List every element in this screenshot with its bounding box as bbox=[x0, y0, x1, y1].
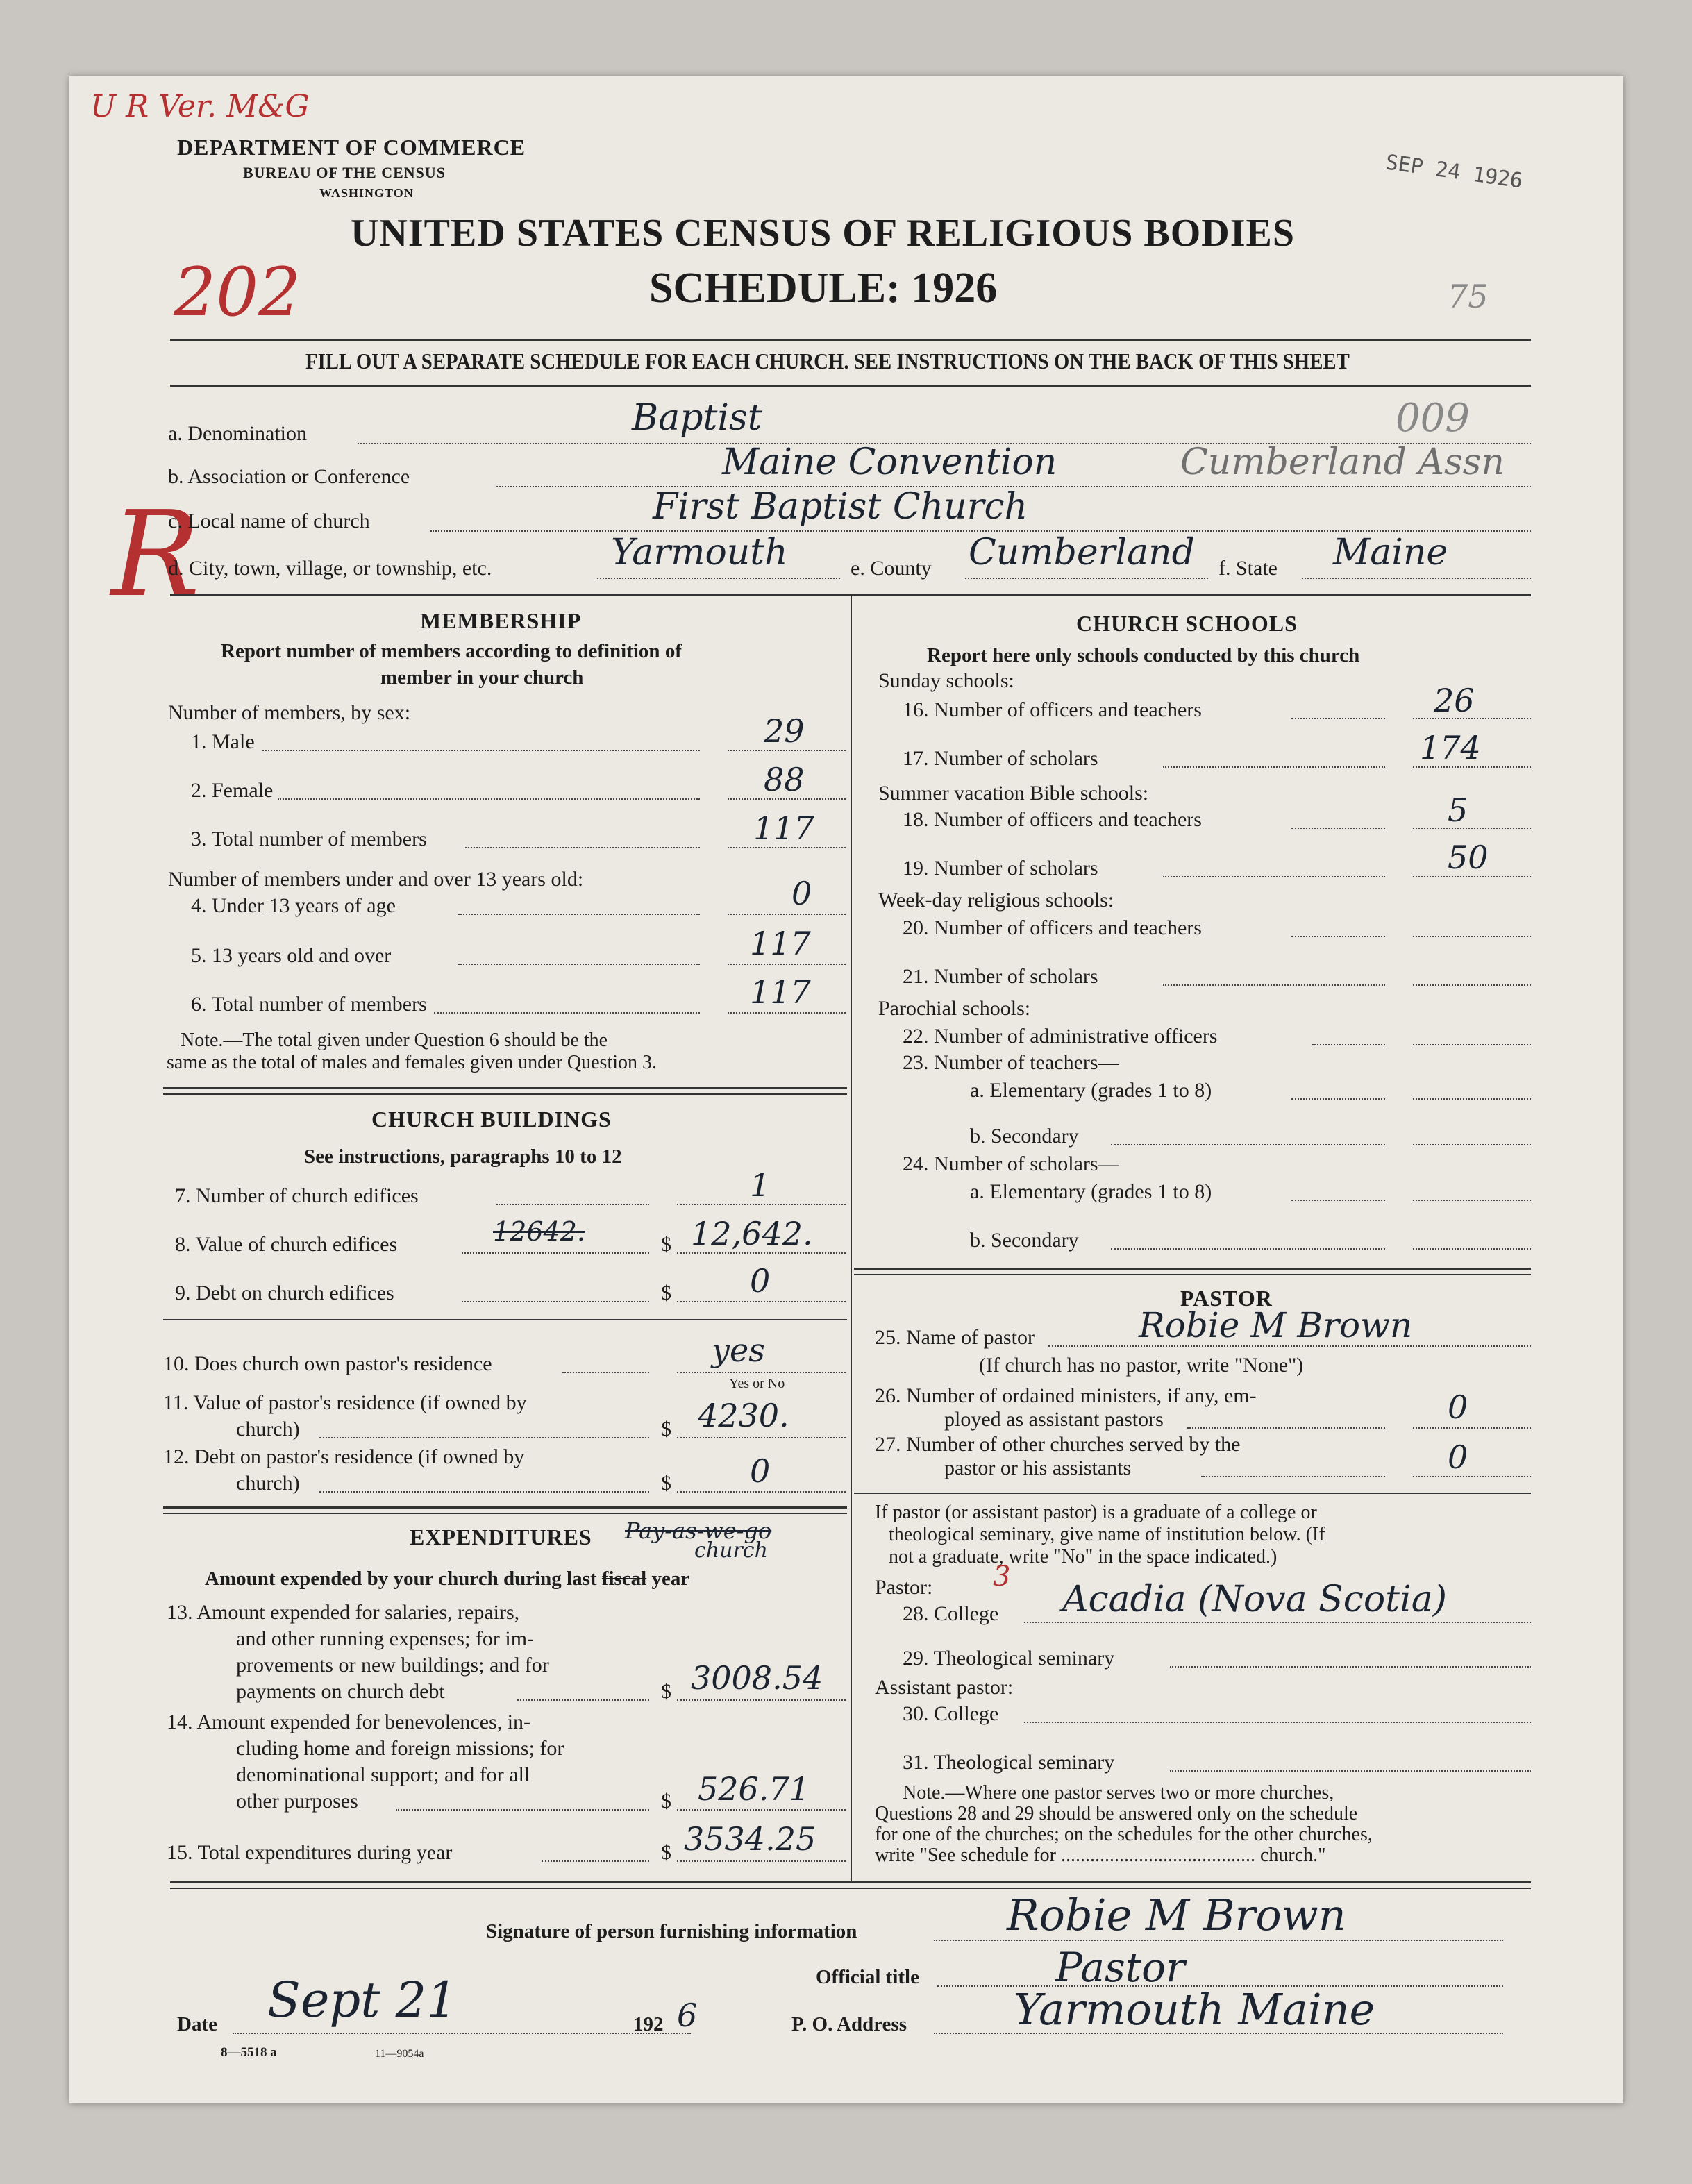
q14-line-1: 14. Amount expended for benevolences, in- bbox=[167, 1711, 531, 1733]
bureau-line: BUREAU OF THE CENSUS bbox=[243, 164, 446, 181]
edifice-debt-value: 0 bbox=[750, 1262, 771, 1300]
sunday-label: Sunday schools: bbox=[878, 669, 1014, 692]
pastor-note-3: for one of the churches; on the schedules for the other churches, bbox=[875, 1824, 1373, 1845]
total-members-6-label: 6. Total number of members bbox=[191, 993, 427, 1016]
denomination-value: Baptist bbox=[632, 397, 762, 439]
dollar-sign-15: $ bbox=[661, 1841, 671, 1864]
dollar-sign-12: $ bbox=[661, 1472, 671, 1495]
expenditures-heading: EXPENDITURES bbox=[410, 1524, 592, 1549]
association-extra: Cumberland Assn bbox=[1180, 442, 1505, 483]
print-number: 11—9054a bbox=[375, 2048, 424, 2060]
signature-value: Robie M Brown bbox=[1007, 1890, 1346, 1940]
q13-line-3: provements or new buildings; and for bbox=[236, 1654, 549, 1677]
graduate-note-2: theological seminary, give name of institution below. (If bbox=[889, 1524, 1325, 1545]
schedule-title: SCHEDULE: 1926 bbox=[649, 264, 998, 312]
county-label: e. County bbox=[851, 557, 932, 580]
q24-label: 24. Number of scholars— bbox=[903, 1152, 1119, 1175]
over-13-label: 5. 13 years old and over bbox=[191, 944, 392, 967]
year-prefix: 192 bbox=[633, 2013, 664, 2035]
expenditures-sub bbox=[205, 1568, 689, 1590]
date-label: Date bbox=[177, 2013, 217, 2035]
q13-line-2: and other running expenses; for im- bbox=[236, 1627, 535, 1650]
q22-label: 22. Number of administrative officers bbox=[903, 1025, 1218, 1048]
county-value: Cumberland bbox=[969, 532, 1195, 573]
q14-line-3: denominational support; and for all bbox=[236, 1763, 530, 1786]
edifice-value-struck: 12642. bbox=[493, 1216, 585, 1247]
q16-label: 16. Number of officers and teachers bbox=[903, 698, 1202, 721]
q27-value: 0 bbox=[1448, 1438, 1468, 1476]
dollar-sign-13: $ bbox=[661, 1680, 671, 1703]
q23b-label: b. Secondary bbox=[970, 1125, 1079, 1148]
year-digit: 6 bbox=[677, 1997, 698, 2034]
q14-value: 526.71 bbox=[698, 1770, 810, 1808]
form-number: 8—5518 a bbox=[221, 2045, 277, 2060]
edifices-label: 7. Number of church edifices bbox=[175, 1184, 419, 1207]
residence-owned-label: 10. Does church own pastor's residence bbox=[163, 1352, 492, 1375]
membership-note-1: Note.—The total given under Question 6 should be the bbox=[181, 1030, 608, 1051]
official-title-value: Pastor bbox=[1055, 1944, 1185, 1991]
pastor-note-2: Questions 28 and 29 should be answered only on the schedule bbox=[875, 1803, 1358, 1824]
residence-value-value: 4230. bbox=[698, 1397, 789, 1434]
residence-debt-label-2: church) bbox=[236, 1472, 300, 1495]
association-label: b. Association or Conference bbox=[168, 465, 410, 488]
graduate-note-3: not a graduate, write "No" in the space indicated.) bbox=[889, 1546, 1278, 1568]
parochial-label: Parochial schools: bbox=[878, 997, 1031, 1020]
q24b-label: b. Secondary bbox=[970, 1229, 1079, 1252]
q14-line-2: cluding home and foreign missions; for bbox=[236, 1737, 564, 1760]
q23-label: 23. Number of teachers— bbox=[903, 1051, 1119, 1074]
q15-value: 3534.25 bbox=[684, 1820, 816, 1858]
residence-value-label-2: church) bbox=[236, 1418, 300, 1440]
denomination-label: a. Denomination bbox=[168, 422, 307, 445]
q25-hint: (If church has no pastor, write "None") bbox=[979, 1354, 1304, 1377]
q21-label: 21. Number of scholars bbox=[903, 965, 1098, 988]
male-value: 29 bbox=[764, 712, 805, 750]
pastor-sub-label: Pastor: bbox=[875, 1576, 933, 1599]
q28-value: Acadia (Nova Scotia) bbox=[1062, 1579, 1447, 1620]
edifice-value-label: 8. Value of church edifices bbox=[175, 1233, 398, 1256]
q13-line-1: 13. Amount expended for salaries, repairs, bbox=[167, 1601, 520, 1624]
expenditures-inserted: church bbox=[694, 1538, 768, 1563]
state-label: f. State bbox=[1218, 557, 1278, 580]
code-annotation-right: 75 bbox=[1448, 278, 1489, 315]
dollar-sign-9: $ bbox=[661, 1282, 671, 1304]
residence-debt-value: 0 bbox=[750, 1452, 771, 1490]
edifices-value: 1 bbox=[750, 1166, 771, 1204]
dollar-sign-14: $ bbox=[661, 1790, 671, 1813]
residence-debt-label-1: 12. Debt on pastor's residence (if owned by bbox=[163, 1445, 525, 1468]
membership-heading: MEMBERSHIP bbox=[420, 608, 582, 633]
q17-label: 17. Number of scholars bbox=[903, 747, 1098, 770]
edifice-value-value: 12,642. bbox=[691, 1215, 813, 1252]
margin-r-annotation: R bbox=[111, 486, 200, 623]
q26-label-2: ployed as assistant pastors bbox=[944, 1408, 1164, 1431]
verification-annotation: U R Ver. M&G bbox=[90, 89, 310, 124]
buildings-sub: See instructions, paragraphs 10 to 12 bbox=[304, 1145, 622, 1168]
college-mark: 3 bbox=[993, 1561, 1011, 1593]
edifice-debt-label: 9. Debt on church edifices bbox=[175, 1282, 394, 1304]
under-13-value: 0 bbox=[791, 875, 812, 912]
q31-label: 31. Theological seminary bbox=[903, 1751, 1115, 1774]
q25-label: 25. Name of pastor bbox=[875, 1326, 1035, 1349]
form-title: UNITED STATES CENSUS OF RELIGIOUS BODIES bbox=[351, 212, 1296, 255]
church-name-value: First Baptist Church bbox=[653, 486, 1028, 528]
dollar-sign-11: $ bbox=[661, 1418, 671, 1440]
pastor-heading: PASTOR bbox=[1180, 1286, 1273, 1311]
female-label: 2. Female bbox=[191, 779, 274, 802]
buildings-heading: CHURCH BUILDINGS bbox=[371, 1107, 612, 1132]
over-13-value: 117 bbox=[750, 925, 811, 962]
membership-sub-1: Report number of members according to definition of bbox=[221, 640, 682, 662]
city-value: Yarmouth bbox=[611, 532, 788, 573]
q16-value: 26 bbox=[1434, 682, 1475, 719]
residence-value-label-1: 11. Value of pastor's residence (if owned by bbox=[163, 1391, 527, 1414]
female-value: 88 bbox=[764, 761, 805, 798]
graduate-note-1: If pastor (or assistant pastor) is a graduate of a college or bbox=[875, 1502, 1317, 1523]
q26-label-1: 26. Number of ordained ministers, if any, em- bbox=[875, 1384, 1257, 1407]
q18-label: 18. Number of officers and teachers bbox=[903, 808, 1202, 831]
assistant-label: Assistant pastor: bbox=[875, 1676, 1014, 1699]
expenditures-sub-struck: fiscal bbox=[601, 1568, 647, 1590]
q18-value: 5 bbox=[1448, 791, 1468, 829]
pastor-note-4: write "See schedule for ........................................ church." bbox=[875, 1845, 1326, 1866]
q28-label: 28. College bbox=[903, 1602, 999, 1625]
q17-value: 174 bbox=[1420, 729, 1481, 766]
q14-line-4: other purposes bbox=[236, 1790, 358, 1813]
membership-sub-2: member in your church bbox=[380, 666, 584, 689]
members-by-sex-label: Number of members, by sex: bbox=[168, 701, 411, 724]
age-heading: Number of members under and over 13 years old: bbox=[168, 868, 584, 891]
dollar-sign-8: $ bbox=[661, 1233, 671, 1256]
male-label: 1. Male bbox=[191, 730, 255, 753]
schools-heading: CHURCH SCHOOLS bbox=[1076, 611, 1298, 636]
q23a-label: a. Elementary (grades 1 to 8) bbox=[970, 1079, 1212, 1102]
weekday-label: Week-day religious schools: bbox=[878, 889, 1114, 912]
membership-note-2: same as the total of males and females given under Question 3. bbox=[167, 1052, 657, 1073]
q27-label-2: pastor or his assistants bbox=[944, 1456, 1132, 1479]
total-members-value: 117 bbox=[753, 809, 814, 847]
pastor-note-1: Note.—Where one pastor serves two or more churches, bbox=[903, 1782, 1334, 1804]
q24a-label: a. Elementary (grades 1 to 8) bbox=[970, 1180, 1212, 1203]
state-value: Maine bbox=[1333, 532, 1448, 573]
schools-sub: Report here only schools conducted by this church bbox=[927, 644, 1360, 666]
q29-label: 29. Theological seminary bbox=[903, 1647, 1115, 1670]
department-line: DEPARTMENT OF COMMERCE bbox=[177, 135, 526, 160]
date-received-stamp: SEP 24 1926 bbox=[1384, 150, 1525, 194]
under-13-label: 4. Under 13 years of age bbox=[191, 894, 396, 917]
instruction-line: FILL OUT A SEPARATE SCHEDULE FOR EACH CHURCH. SEE INSTRUCTIONS ON THE BACK OF THIS SHEET bbox=[305, 348, 1350, 373]
total-members-label: 3. Total number of members bbox=[191, 828, 427, 850]
expenditures-sub-post: year bbox=[651, 1568, 690, 1590]
q27-label-1: 27. Number of other churches served by the bbox=[875, 1433, 1241, 1456]
q13-line-4: payments on church debt bbox=[236, 1680, 445, 1703]
washington-line: WASHINGTON bbox=[319, 186, 414, 200]
association-value: Maine Convention bbox=[722, 442, 1057, 483]
code-annotation-mid: 009 bbox=[1396, 396, 1470, 441]
po-address-value: Yarmouth Maine bbox=[1014, 1984, 1375, 2035]
total-members-6-value: 117 bbox=[750, 973, 811, 1011]
q15-label: 15. Total expenditures during year bbox=[167, 1841, 453, 1864]
q26-value: 0 bbox=[1448, 1388, 1468, 1426]
city-label: d. City, town, village, or township, etc. bbox=[168, 557, 492, 580]
residence-owned-value: yes bbox=[712, 1332, 765, 1369]
expenditures-sub-pre: Amount expended by your church during last bbox=[205, 1568, 597, 1590]
q19-value: 50 bbox=[1448, 839, 1489, 876]
date-value: Sept 21 bbox=[267, 1972, 458, 2028]
q19-label: 19. Number of scholars bbox=[903, 857, 1098, 880]
signature-label: Signature of person furnishing information bbox=[486, 1920, 857, 1942]
expenditures-struck: Pay-as-we-go bbox=[625, 1518, 772, 1544]
q13-value: 3008.54 bbox=[691, 1659, 823, 1697]
summer-label: Summer vacation Bible schools: bbox=[878, 782, 1149, 805]
q20-label: 20. Number of officers and teachers bbox=[903, 916, 1202, 939]
q25-value: Robie M Brown bbox=[1139, 1305, 1413, 1345]
po-address-label: P. O. Address bbox=[791, 2013, 907, 2035]
yes-no-hint: Yes or No bbox=[729, 1376, 785, 1391]
church-name-label: c. Local name of church bbox=[168, 510, 370, 532]
official-title-label: Official title bbox=[816, 1966, 919, 1988]
q30-label: 30. College bbox=[903, 1702, 999, 1725]
census-schedule-sheet bbox=[69, 76, 1623, 2103]
schedule-number-annotation: 202 bbox=[174, 253, 301, 331]
